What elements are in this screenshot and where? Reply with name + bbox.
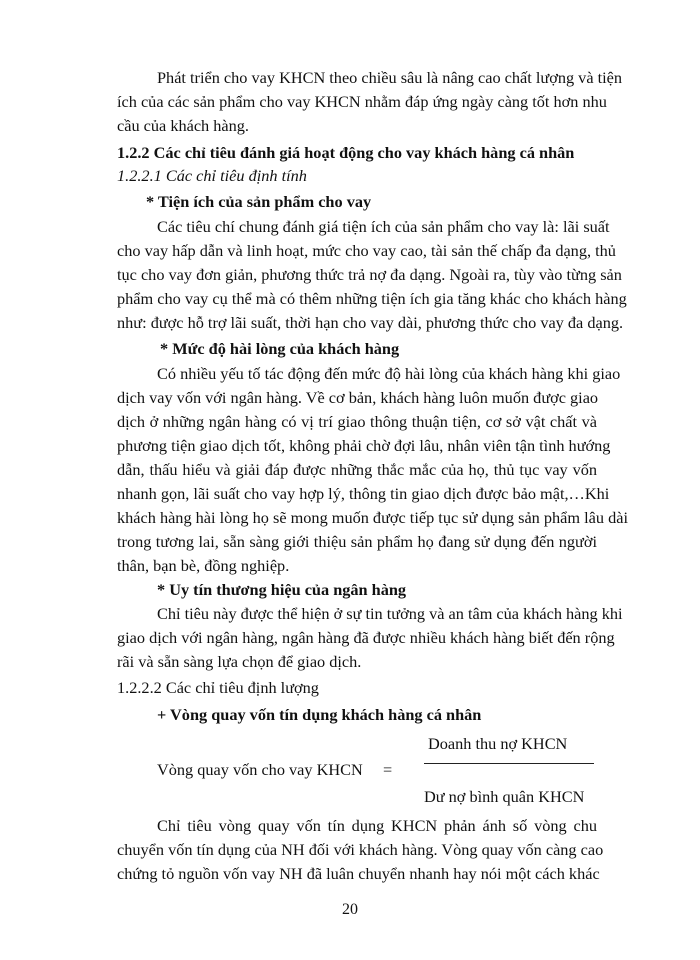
intro-line-1: Phát triển cho vay KHCN theo chiều sâu là nâng cao chất lượng và tiện	[157, 68, 623, 87]
reputation-line-3: rãi và sẵn sàng lựa chọn để giao dịch.	[117, 652, 362, 671]
heading-reputation: * Uy tín thương hiệu của ngân hàng	[157, 580, 407, 599]
convenience-line-4: phẩm cho vay cụ thể mà có thêm những tiện ích gia tăng khác cho khách hàng	[117, 289, 627, 308]
turnover-line-1: Chỉ tiêu vòng quay vốn tín dụng KHCN phản ánh số vòng chu	[157, 816, 597, 835]
satisfaction-line-6: nhanh gọn, lãi suất cho vay hợp lý, thông tin giao dịch được bảo mật,…Khi	[117, 484, 610, 503]
subsection-qualitative: 1.2.2.1 Các chỉ tiêu định tính	[117, 166, 307, 185]
heading-satisfaction: * Mức độ hài lòng của khách hàng	[160, 339, 400, 358]
convenience-line-2: cho vay hấp dẫn và linh hoạt, mức cho vay cao, tài sản thế chấp đa dạng, thủ	[117, 241, 616, 260]
satisfaction-line-9: thân, bạn bè, đồng nghiệp.	[117, 556, 290, 575]
formula-lhs: Vòng quay vốn cho vay KHCN	[157, 760, 363, 779]
intro-line-3: cầu của khách hàng.	[117, 116, 249, 135]
formula-denominator: Dư nợ bình quân KHCN	[424, 787, 585, 806]
reputation-line-2: giao dịch với ngân hàng, ngân hàng đã được nhiều khách hàng biết đến rộng	[117, 628, 615, 647]
heading-convenience: * Tiện ích của sản phẩm cho vay	[146, 192, 372, 211]
convenience-line-5: như: được hỗ trợ lãi suất, thời hạn cho vay dài, phương thức cho vay đa dạng.	[117, 313, 624, 332]
satisfaction-line-4: phương tiện giao dịch tốt, không phải chờ đợi lâu, nhân viên tận tình hướng	[117, 436, 611, 455]
satisfaction-line-5: dẫn, thấu hiểu và giải đáp được những thắc mắc của họ, thủ tục vay vốn	[117, 460, 597, 479]
subsection-quantitative: 1.2.2.2 Các chỉ tiêu định lượng	[117, 678, 319, 697]
formula-numerator: Doanh thu nợ KHCN	[428, 734, 568, 753]
turnover-line-3: chứng tỏ nguồn vốn vay NH đã luân chuyển nhanh hay nói một cách khác	[117, 864, 600, 883]
satisfaction-line-7: khách hàng hài lòng họ sẽ mong muốn được tiếp tục sử dụng sản phẩm lâu dài	[117, 508, 628, 527]
convenience-line-3: tục cho vay đơn giản, phương thức trả nợ đa dạng. Ngoài ra, tùy vào từng sản	[117, 265, 622, 284]
section-heading: 1.2.2 Các chỉ tiêu đánh giá hoạt động cho vay khách hàng cá nhân	[117, 143, 575, 162]
heading-turnover: + Vòng quay vốn tín dụng khách hàng cá nhân	[157, 705, 482, 724]
satisfaction-line-3: dịch ở những ngân hàng có vị trí giao thông thuận tiện, cơ sở vật chất và	[117, 412, 597, 431]
reputation-line-1: Chỉ tiêu này được thể hiện ở sự tin tưởng và an tâm của khách hàng khi	[157, 604, 623, 623]
formula-equals: =	[383, 760, 393, 779]
page-number: 20	[342, 901, 358, 918]
satisfaction-line-1: Có nhiều yếu tố tác động đến mức độ hài lòng của khách hàng khi giao	[157, 364, 621, 383]
turnover-line-2: chuyển vốn tín dụng của NH đối với khách hàng. Vòng quay vốn càng cao	[117, 840, 604, 859]
satisfaction-line-2: dịch vay vốn với ngân hàng. Về cơ bản, khách hàng luôn muốn được giao	[117, 388, 599, 407]
convenience-line-1: Các tiêu chí chung đánh giá tiện ích của sản phẩm cho vay là: lãi suất	[157, 217, 610, 236]
fraction-bar	[424, 763, 594, 764]
intro-line-2: ích của các sản phẩm cho vay KHCN nhằm đáp ứng ngày càng tốt hơn nhu	[117, 92, 607, 111]
satisfaction-line-8: trong tương lai, sẵn sàng giới thiệu sản phẩm họ đang sử dụng đến người	[117, 532, 597, 551]
